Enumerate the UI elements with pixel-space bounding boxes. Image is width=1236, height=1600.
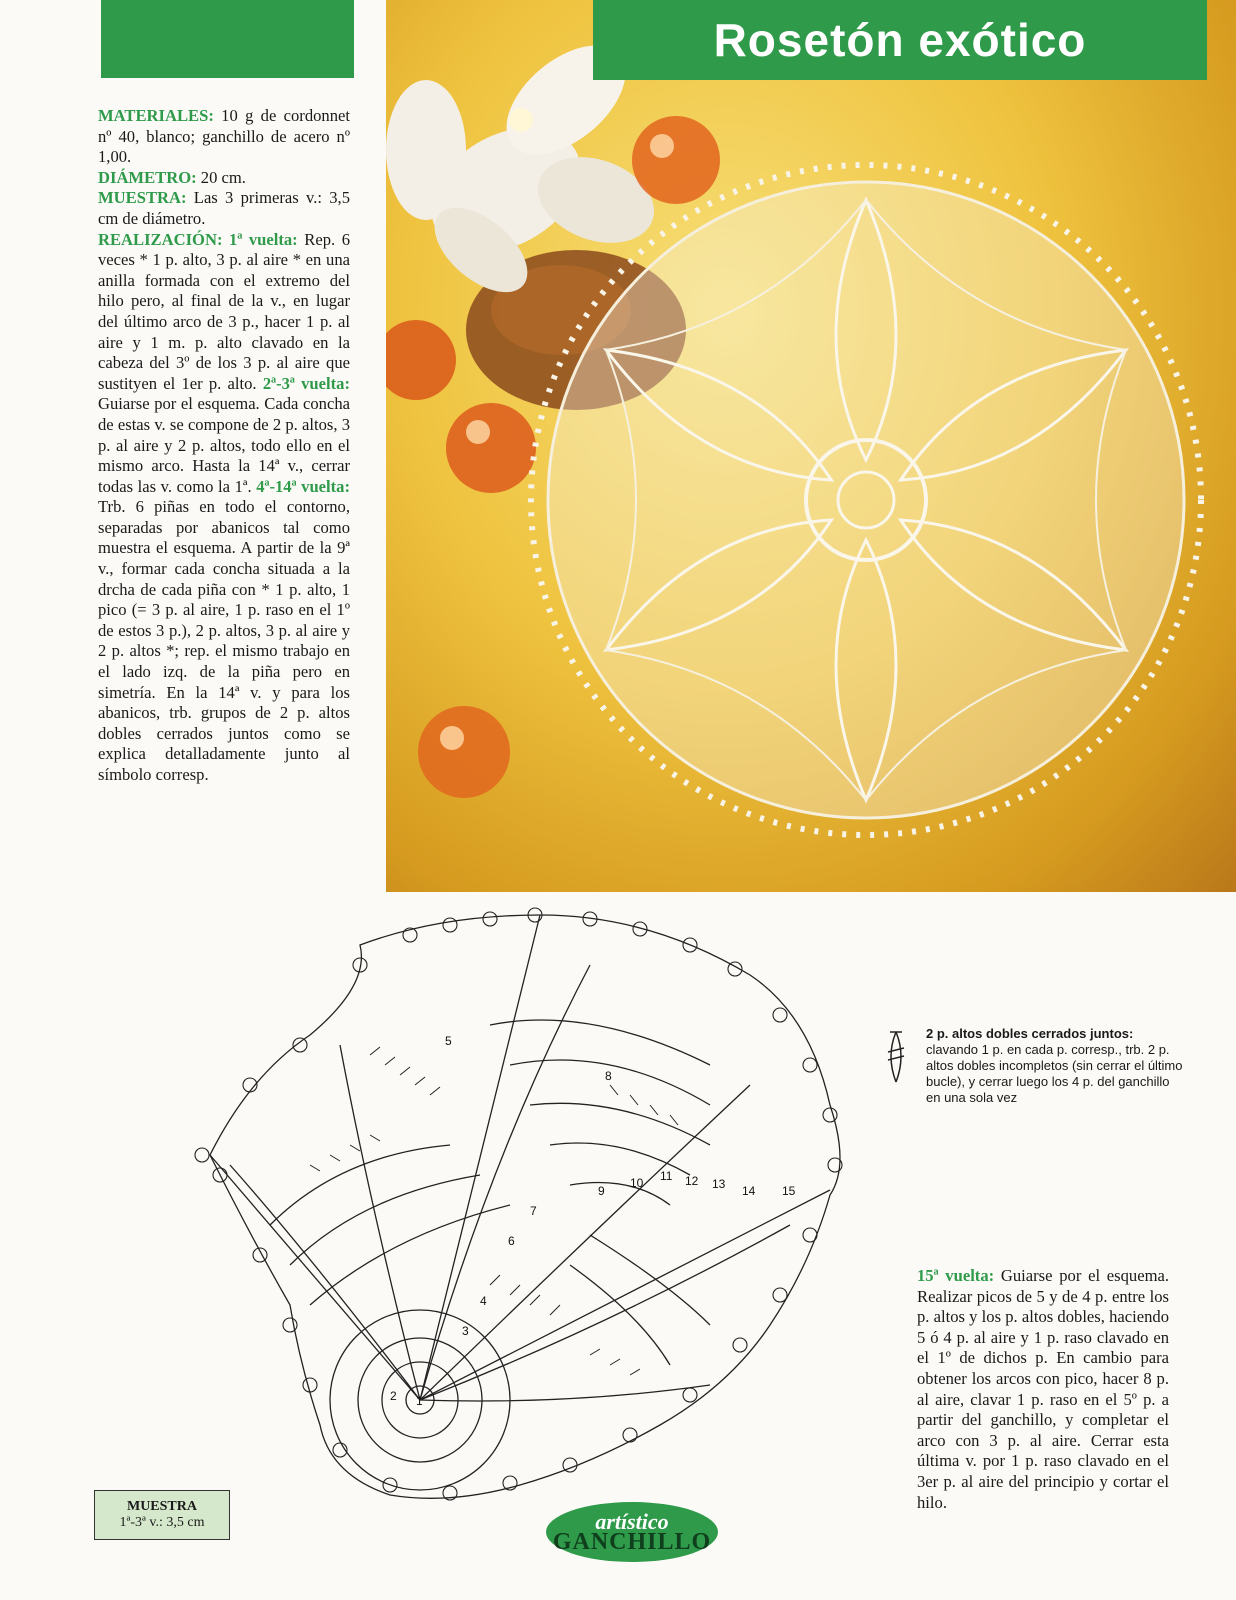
- round-15-text: Guiarse por el esquema. Realizar picos de 5 y de 4 p. entre los p. altos y los p. altos dobles, haciendo 5 ó 4 p. al aire y 1 p. raso clavado en el 1º de dichos p. En cambio para obtener los arcos con pico, hacer 8 p. al aire, clavar 1 p. raso en el 5º p. a partir del ganchillo, y completar el arco con 3 p. al aire. Cerrar esta última v. por 1 p. raso clavado en el 3er p. al aire del principio y cortar el hilo.: [917, 1266, 1169, 1512]
- page-title: Rosetón exótico: [593, 0, 1207, 80]
- instructions-column: [98, 106, 350, 786]
- chart-label-8: 8: [605, 1069, 612, 1083]
- round-4-14-label: 4ª-14ª vuelta:: [256, 476, 351, 496]
- realizacion-label: REALIZACIÓN: 1ª vuelta:: [98, 229, 298, 249]
- sample-box: [94, 1490, 230, 1540]
- chart-label-1: 1: [416, 1394, 423, 1408]
- realizacion-text: Rep. 6 veces * 1 p. alto, 3 p. al aire * en una anilla formada con el extremo del hilo pero, al final de la v., en lugar del último arco de 3 p., hacer 1 p. al aire y 1 m. p. alto clavado en la cabeza del 3º de los 3 p. al aire que sustityen el 1er p. alto.: [98, 229, 350, 393]
- crochet-chart: [190, 905, 860, 1505]
- round-15-label: 15ª vuelta:: [917, 1266, 995, 1285]
- round-2-3-text: Guiarse por el esquema. Cada concha de estas v. se compone de 2 p. altos, 3 p. al aire y 2 p. altos, todo ello en el mismo arco. Hasta la 14ª v., cerrar todas las v. como la 1ª.: [98, 394, 350, 496]
- chart-label-15: 15: [782, 1184, 796, 1198]
- chart-label-4: 4: [480, 1294, 487, 1308]
- header-green-tab: [101, 0, 354, 78]
- chart-label-9: 9: [598, 1184, 605, 1198]
- chart-label-14: 14: [742, 1184, 756, 1198]
- sample-box-title: MUESTRA: [126, 1499, 197, 1514]
- chart-label-10: 10: [630, 1176, 644, 1190]
- materiales-label: MATERIALES:: [98, 106, 214, 125]
- chart-label-5: 5: [445, 1034, 452, 1048]
- chart-label-3: 3: [462, 1324, 469, 1338]
- materiales-text: 10 g de cordonnet nº 40, blanco; ganchillo de acero nº 1,00.: [98, 106, 350, 167]
- stitch-legend: [884, 1026, 1184, 1106]
- doily-photo: [386, 0, 1236, 892]
- chart-label-12: 12: [685, 1174, 699, 1188]
- chart-label-13: 13: [712, 1177, 726, 1191]
- round-2-3-label: 2ª-3ª vuelta:: [262, 373, 350, 393]
- muestra-label: MUESTRA:: [98, 188, 187, 208]
- chart-label-11: 11: [660, 1169, 673, 1183]
- chart-label-2: 2: [390, 1389, 397, 1403]
- chart-label-6: 6: [508, 1234, 515, 1248]
- magazine-logo: [546, 1502, 718, 1562]
- diametro-text: 20 cm.: [196, 167, 246, 187]
- sample-box-text: 1ª-3ª v.: 3,5 cm: [119, 1515, 205, 1530]
- diametro-label: DIÁMETRO:: [98, 167, 197, 187]
- cluster-stitch-symbol-icon: [884, 1028, 908, 1086]
- round-15-instructions: [917, 1266, 1169, 1513]
- logo-top: artístico: [595, 1509, 669, 1534]
- muestra-text: Las 3 primeras v.: 3,5 cm de diámetro.: [98, 188, 350, 228]
- legend-title: 2 p. altos dobles cerrados juntos:: [926, 1026, 1134, 1041]
- chart-label-7: 7: [530, 1204, 537, 1218]
- legend-text: clavando 1 p. en cada p. corresp., trb. 2 p. altos dobles incompletos (sin cerrar el último bucle), y cerrar luego los 4 p. del ganchillo en una sola vez: [926, 1042, 1183, 1105]
- round-4-14-text: Trb. 6 piñas en todo el contorno, separadas por abanicos tal como muestra el esquema. A partir de la 9ª v., formar cada concha situada a la drcha de cada piña con * 1 p. alto, 1 pico (= 3 p. al aire, 1 p. raso en el 1º de estos 3 p.), 2 p. altos, 3 p. al aire y 2 p. altos *; rep. el mismo trabajo en el lado izq. de la piña pero en simetría. En la 14ª v. y para los abanicos, trb. grupos de 2 p. altos dobles cerrados juntos como se explica detalladamente junto al símbolo corresp.: [98, 497, 350, 784]
- logo-bottom: GANCHILLO: [552, 1529, 712, 1555]
